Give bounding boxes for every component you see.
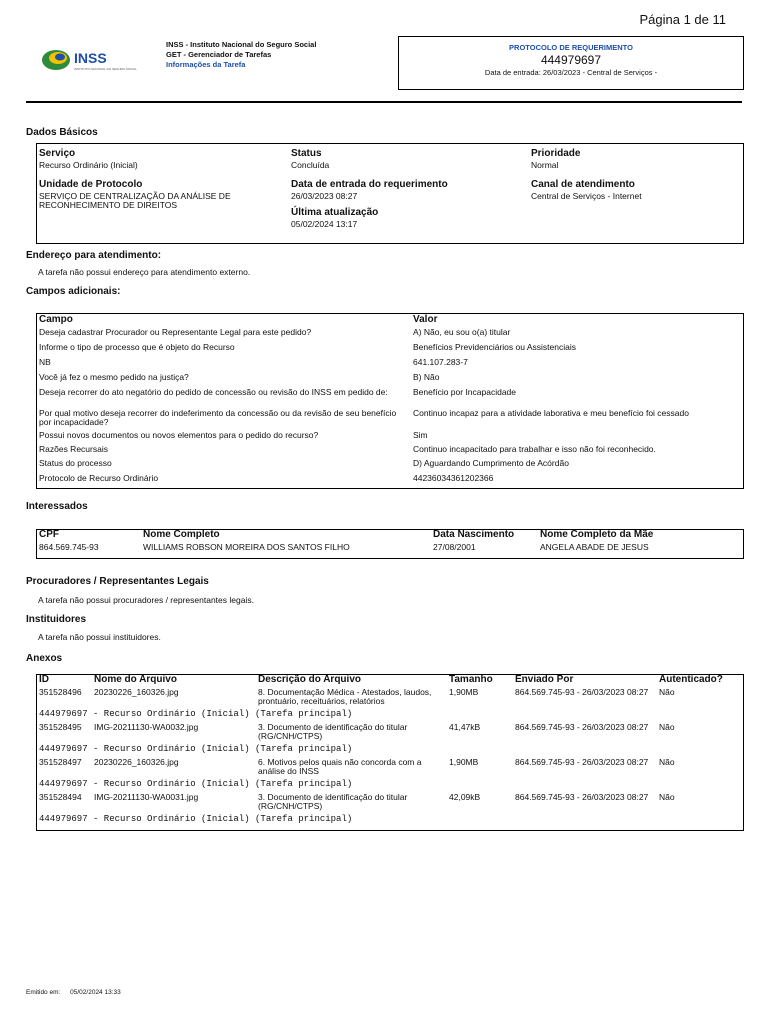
autenticado-cell: Não (659, 792, 675, 802)
interessados-title: Interessados (26, 501, 88, 512)
table-row (37, 474, 743, 488)
unidade-label: Unidade de Protocolo (39, 179, 143, 190)
data-entrada-value: 26/03/2023 08:27 (291, 191, 358, 201)
enviado-cell: 864.569.745-93 - 26/03/2023 08:27 (515, 792, 649, 802)
table-row-ref (37, 815, 743, 828)
tarefa-ref: 444979697 - Recurso Ordinário (Inicial) (Tarefa principal) (39, 744, 353, 754)
campo-cell: Por qual motivo deseja recorrer do indeferimento da concessão ou da revisão de seu benefício por incapacidade? (39, 408, 397, 427)
col-valor: Valor (413, 314, 438, 325)
interessados-table-box (36, 529, 744, 559)
tarefa-ref: 444979697 - Recurso Ordinário (Inicial) (Tarefa principal) (39, 709, 353, 719)
endereco-title: Endereço para atendimento: (26, 250, 162, 261)
mae-cell: ANGELA ABADE DE JESUS (540, 542, 649, 552)
servico-label: Serviço (39, 148, 76, 159)
logo-subtext: INSTITUTO NACIONAL DO SEGURO SOCIAL (74, 67, 137, 71)
table-row (37, 688, 743, 710)
interessados-table (37, 530, 743, 552)
enviado-cell: 864.569.745-93 - 26/03/2023 08:27 (515, 757, 649, 767)
org-line2: GET - Gerenciador de Tarefas (166, 50, 272, 59)
endereco-text: A tarefa não possui endereço para atendimento externo. (38, 267, 251, 277)
valor-cell: Benefício por Incapacidade (413, 387, 517, 397)
valor-cell: Continuo incapaz para a atividade laborativa e meu benefício foi cessado (413, 408, 689, 418)
autenticado-cell: Não (659, 687, 675, 697)
col-data-nascimento: Data Nascimento (433, 529, 515, 540)
col-nome-arquivo: Nome do Arquivo (94, 674, 177, 685)
arquivo-link[interactable]: 20230226_160326.jpg (94, 687, 179, 697)
campos-table-box (36, 313, 744, 489)
col-id: ID (39, 674, 49, 685)
arquivo-link[interactable]: IMG-20211130-WA0031.jpg (94, 792, 199, 802)
col-nome-completo: Nome Completo (143, 529, 220, 540)
canal-value: Central de Serviços - Internet (531, 191, 642, 201)
campo-cell: Protocolo de Recurso Ordinário (39, 473, 159, 483)
instituidores-title: Instituidores (26, 614, 87, 625)
table-row (37, 758, 743, 780)
table-row (37, 445, 743, 459)
anexos-table-box (36, 674, 744, 831)
emitido-em (26, 989, 121, 996)
table-row (37, 459, 743, 474)
header-divider (26, 101, 742, 103)
nascimento-cell: 27/08/2001 (433, 542, 476, 552)
instituidores-text: A tarefa não possui instituidores. (38, 632, 161, 642)
descricao-cell: 3. Documento de identificação do titular (RG/CNH/CTPS) (258, 722, 408, 741)
table-row (37, 409, 743, 431)
status-value: Concluída (291, 160, 330, 170)
id-cell: 351528495 (39, 722, 82, 732)
col-autenticado: Autenticado? (659, 674, 723, 685)
campo-cell: Informe o tipo de processo que é objeto do Recurso (39, 342, 235, 352)
emitido-value: 05/02/2024 13:33 (70, 989, 121, 996)
descricao-cell: 3. Documento de identificação do titular (RG/CNH/CTPS) (258, 792, 408, 811)
inss-logo-mark (40, 44, 137, 76)
protocolo-number: 444979697 (540, 53, 602, 67)
inss-logo (40, 44, 137, 76)
id-cell: 351528494 (39, 792, 82, 802)
org-line1: INSS - Instituto Nacional do Seguro Social (166, 40, 317, 49)
campo-cell: Possui novos documentos ou novos elementos para o pedido do recurso? (39, 430, 319, 440)
campo-cell: Status do processo (39, 458, 112, 468)
anexos-table (37, 675, 743, 828)
nome-cell: WILLIAMS ROBSON MOREIRA DOS SANTOS FILHO (143, 542, 350, 552)
procuradores-text: A tarefa não possui procuradores / representantes legais. (38, 595, 254, 605)
campo-cell: Deseja recorrer do ato negatório do pedido de concessão ou revisão do INSS em pedido de: (39, 387, 388, 397)
table-row (37, 793, 743, 815)
header-org (166, 40, 316, 70)
tamanho-cell: 1,90MB (449, 757, 479, 767)
dados-basicos-box (36, 143, 744, 244)
table-row (37, 373, 743, 388)
tamanho-cell: 41,47kB (449, 722, 481, 732)
valor-cell: Benefícios Previdenciários ou Assistenciais (413, 342, 576, 352)
protocolo-title: PROTOCOLO DE REQUERIMENTO (509, 43, 633, 52)
arquivo-link[interactable]: 20230226_160326.jpg (94, 757, 179, 767)
valor-cell: D) Aguardando Cumprimento de Acórdão (413, 458, 569, 468)
valor-cell: Sim (413, 430, 428, 440)
valor-cell: Continuo incapacitado para trabalhar e isso não foi reconhecido. (413, 444, 656, 454)
descricao-cell: 8. Documentação Médica - Atestados, laudos, prontuário, receituários, relatórios (258, 687, 432, 706)
anexos-title: Anexos (26, 653, 63, 664)
ultima-label: Última atualização (291, 207, 379, 218)
unidade-value: SERVIÇO DE CENTRALIZAÇÃO DA ANÁLISE DE RECONHECIMENTO DE DIREITOS (39, 191, 231, 210)
logo-text: INSS (74, 50, 107, 66)
emitido-label: Emitido em: (26, 989, 61, 996)
prioridade-value: Normal (531, 160, 559, 170)
col-enviado-por: Enviado Por (515, 674, 574, 685)
col-cpf: CPF (39, 529, 59, 540)
col-descricao: Descrição do Arquivo (258, 674, 361, 685)
enviado-cell: 864.569.745-93 - 26/03/2023 08:27 (515, 687, 649, 697)
valor-cell: A) Não, eu sou o(a) titular (413, 327, 511, 337)
tamanho-cell: 42,09kB (449, 792, 481, 802)
enviado-cell: 864.569.745-93 - 26/03/2023 08:27 (515, 722, 649, 732)
col-nome-mae: Nome Completo da Mãe (540, 529, 654, 540)
procuradores-title: Procuradores / Representantes Legais (26, 576, 209, 587)
table-row (37, 543, 743, 552)
table-row (37, 358, 743, 373)
table-row (37, 723, 743, 745)
data-entrada-label: Data de entrada do requerimento (291, 179, 448, 190)
valor-cell: B) Não (413, 372, 440, 382)
cpf-cell: 864.569.745-93 (39, 542, 99, 552)
table-row (37, 328, 743, 343)
protocolo-box (398, 36, 744, 90)
table-row (37, 388, 743, 409)
campos-table (37, 314, 743, 488)
campo-cell: NB (39, 357, 51, 367)
campo-cell: Razões Recursais (39, 444, 108, 454)
campo-cell: Deseja cadastrar Procurador ou Representante Legal para este pedido? (39, 327, 312, 337)
org-line3: Informações da Tarefa (166, 60, 246, 69)
valor-cell: 641.107.283-7 (413, 357, 468, 367)
autenticado-cell: Não (659, 722, 675, 732)
tarefa-ref: 444979697 - Recurso Ordinário (Inicial) (Tarefa principal) (39, 814, 353, 824)
status-label: Status (291, 148, 322, 159)
protocolo-entry: Data de entrada: 26/03/2023 - Central de Serviços - (484, 68, 658, 77)
prioridade-label: Prioridade (531, 148, 581, 159)
page-indicator: Página 1 de 11 (639, 12, 726, 27)
canal-label: Canal de atendimento (531, 179, 635, 190)
table-row (37, 431, 743, 445)
autenticado-cell: Não (659, 757, 675, 767)
arquivo-link[interactable]: IMG-20211130-WA0032.jpg (94, 722, 199, 732)
valor-cell: 44236034361202366 (413, 473, 494, 483)
campo-cell: Você já fez o mesmo pedido na justiça? (39, 372, 189, 382)
id-cell: 351528496 (39, 687, 82, 697)
campos-title: Campos adicionais: (26, 286, 121, 297)
id-cell: 351528497 (39, 757, 82, 767)
table-row (37, 343, 743, 358)
ultima-value: 05/02/2024 13:17 (291, 219, 358, 229)
col-tamanho: Tamanho (449, 674, 493, 685)
servico-value: Recurso Ordinário (Inicial) (39, 160, 138, 170)
dados-basicos-title: Dados Básicos (26, 127, 98, 138)
col-campo: Campo (39, 314, 73, 325)
tarefa-ref: 444979697 - Recurso Ordinário (Inicial) (Tarefa principal) (39, 779, 353, 789)
descricao-cell: 6. Motivos pelos quais não concorda com a análise do INSS (258, 757, 422, 776)
tamanho-cell: 1,90MB (449, 687, 479, 697)
